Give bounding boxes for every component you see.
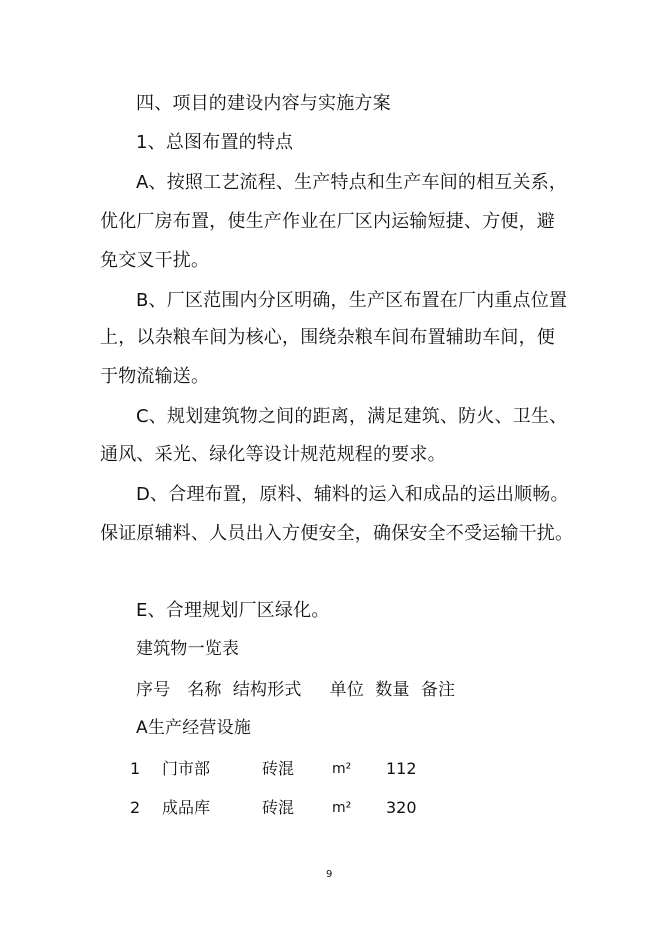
paragraph-a-line-3: 免交叉干扰。 [100,250,210,271]
paragraph-b-line-3: 于物流输送。 [100,366,210,387]
row-quantity: 112 [386,759,417,778]
paragraph-c-line-1: C、规划建筑物之间的距离，满足建筑、防火、卫生、 [136,406,568,427]
row-number: 1 [130,759,141,778]
row-structure: 砖混 [262,759,295,778]
paragraph-b-line-2: 上，以杂粮车间为核心，围绕杂粮车间布置辅助车间，便 [100,327,555,348]
row-name: 成品库 [162,798,211,817]
paragraph-c-line-2: 通风、采光、绿化等设计规范规程的要求。 [100,444,446,465]
paragraph-e: E、合理规划厂区绿化。 [136,600,330,621]
paragraph-b-line-1: B、厂区范围内分区明确，生产区布置在厂内重点位置 [136,290,568,311]
table-group-label: A生产经营设施 [136,718,252,738]
row-structure: 砖混 [262,798,295,817]
paragraph-a-line-1: A、按照工艺流程、生产特点和生产车间的相互关系， [136,172,568,193]
subsection-title: 1、总图布置的特点 [136,132,294,153]
row-name: 门市部 [162,759,211,778]
paragraph-d-line-1: D、合理布置，原料、辅料的运入和成品的运出顺畅。 [136,484,569,505]
page-number: 9 [326,869,333,880]
row-unit: m² [332,800,352,816]
row-quantity: 320 [386,798,417,817]
row-number: 2 [130,798,141,817]
table-title: 建筑物一览表 [136,639,240,659]
section-title: 四、项目的建设内容与实施方案 [136,93,391,114]
row-unit: m² [332,761,352,777]
table-header: 序号 名称 结构形式 单位 数量 备注 [136,680,456,700]
paragraph-a-line-2: 优化厂房布置，使生产作业在厂区内运输短捷、方便，避 [100,211,555,232]
paragraph-d-line-2: 保证原辅料、人员出入方便安全，确保安全不受运输干扰。 [100,523,574,544]
